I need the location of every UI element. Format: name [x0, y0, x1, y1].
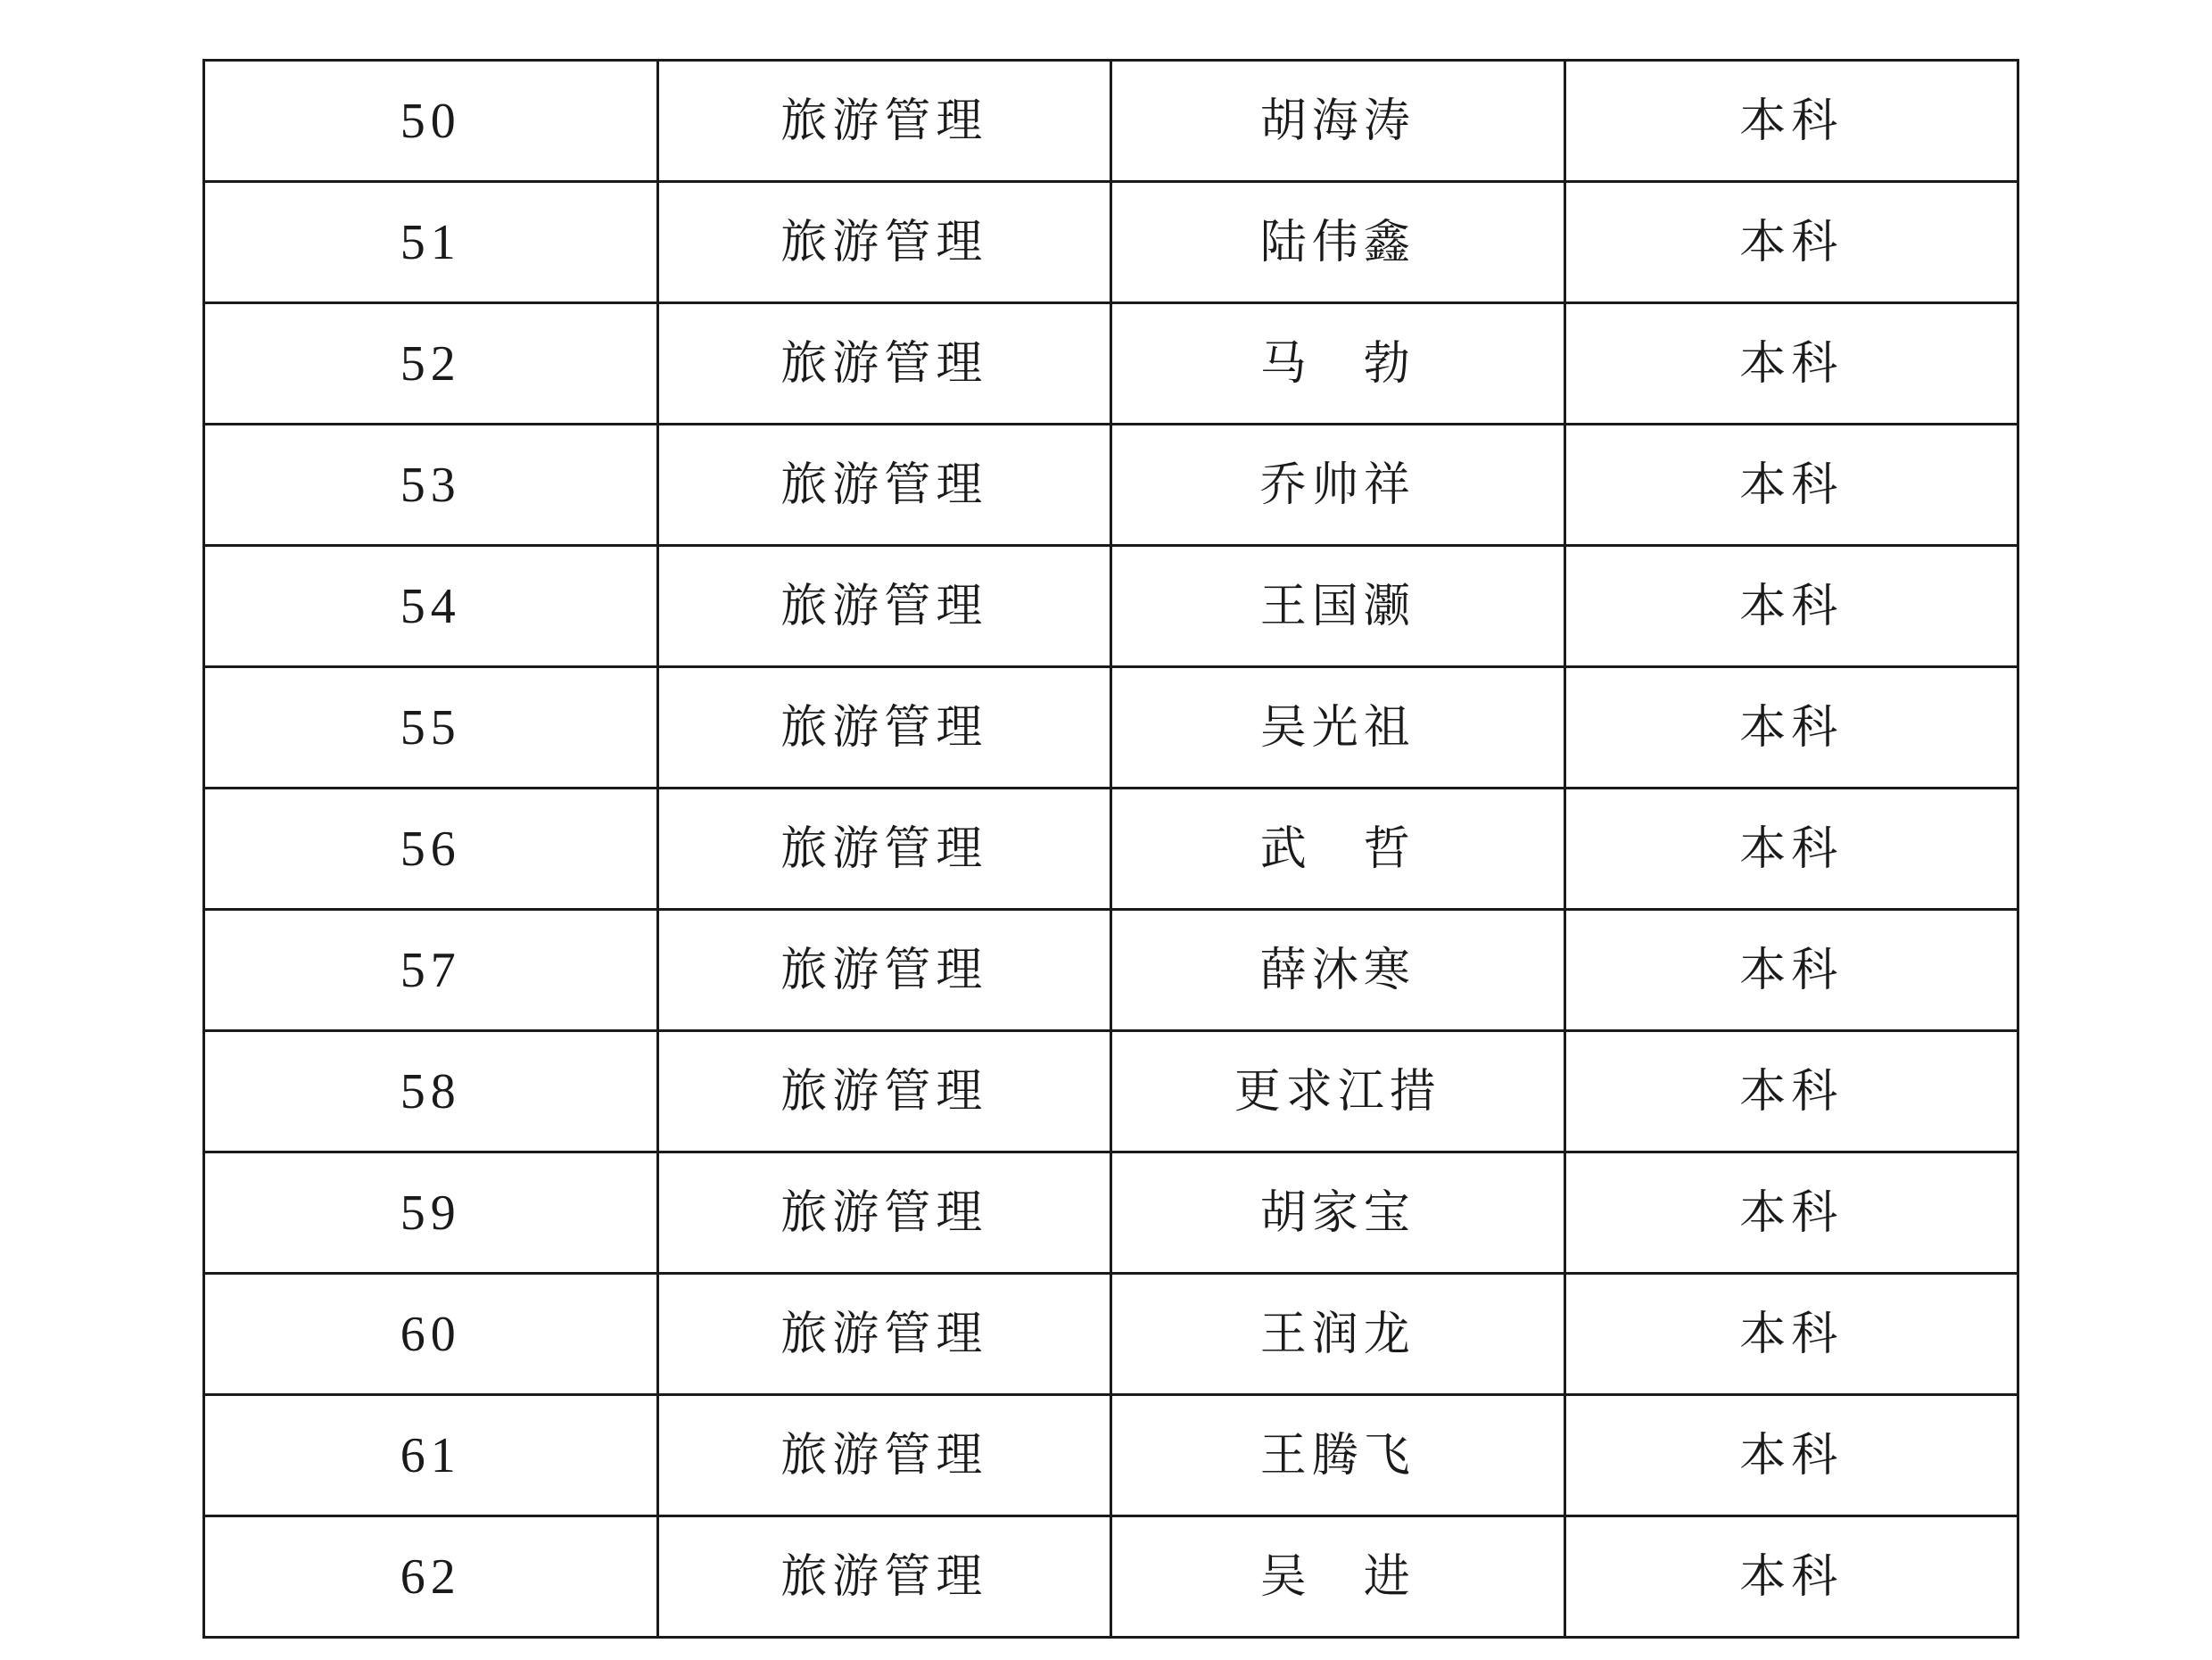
student-name: 王国灏: [1259, 579, 1416, 633]
degree-level: 本科: [1739, 579, 1844, 633]
student-name: 胡海涛: [1259, 94, 1416, 148]
row-number-cell: [204, 182, 658, 303]
student-name: 吴光祖: [1259, 700, 1416, 755]
student-name: 王腾飞: [1259, 1428, 1416, 1482]
degree-level: 本科: [1739, 458, 1844, 512]
row-number: 56: [400, 821, 461, 877]
table-row: [204, 1152, 2018, 1274]
name-cell: [1111, 789, 1565, 910]
row-number-cell: [204, 546, 658, 667]
major: 旅游管理: [780, 1064, 988, 1119]
row-number: 52: [400, 335, 461, 392]
row-number: 57: [400, 942, 461, 998]
table-row: [204, 425, 2018, 546]
row-number: 61: [400, 1427, 461, 1483]
name-cell: [1111, 546, 1565, 667]
degree-level: 本科: [1739, 1428, 1844, 1482]
level-cell: [1564, 182, 2018, 303]
name-cell: [1111, 1395, 1565, 1516]
student-name: 吴 进: [1259, 1549, 1416, 1604]
row-number-cell: [204, 1031, 658, 1152]
level-cell: [1564, 1395, 2018, 1516]
major-cell: [657, 425, 1111, 546]
row-number-cell: [204, 425, 658, 546]
name-cell: [1111, 182, 1565, 303]
major: 旅游管理: [780, 1428, 988, 1482]
row-number: 60: [400, 1306, 461, 1362]
major-cell: [657, 1031, 1111, 1152]
row-number: 55: [400, 699, 461, 756]
major: 旅游管理: [780, 458, 988, 512]
major-cell: [657, 303, 1111, 425]
table-row: [204, 667, 2018, 789]
level-cell: [1564, 303, 2018, 425]
major-cell: [657, 61, 1111, 182]
roster-table-container: [202, 59, 2019, 1605]
row-number: 54: [400, 578, 461, 634]
degree-level: 本科: [1739, 943, 1844, 997]
major: 旅游管理: [780, 579, 988, 633]
major-cell: [657, 667, 1111, 789]
major-cell: [657, 182, 1111, 303]
table-row: [204, 789, 2018, 910]
name-cell: [1111, 61, 1565, 182]
major: 旅游管理: [780, 1549, 988, 1604]
row-number-cell: [204, 910, 658, 1031]
major: 旅游管理: [780, 215, 988, 269]
degree-level: 本科: [1739, 94, 1844, 148]
major-cell: [657, 546, 1111, 667]
name-cell: [1111, 667, 1565, 789]
table-row: [204, 910, 2018, 1031]
table-row: [204, 61, 2018, 182]
degree-level: 本科: [1739, 822, 1844, 876]
name-cell: [1111, 1031, 1565, 1152]
level-cell: [1564, 789, 2018, 910]
degree-level: 本科: [1739, 1064, 1844, 1119]
level-cell: [1564, 1152, 2018, 1274]
row-number: 51: [400, 214, 461, 270]
degree-level: 本科: [1739, 1185, 1844, 1240]
major: 旅游管理: [780, 943, 988, 997]
name-cell: [1111, 1516, 1565, 1638]
row-number: 62: [400, 1549, 461, 1605]
table-row: [204, 1395, 2018, 1516]
row-number: 58: [400, 1063, 461, 1119]
row-number-cell: [204, 1395, 658, 1516]
name-cell: [1111, 910, 1565, 1031]
row-number-cell: [204, 1516, 658, 1638]
name-cell: [1111, 303, 1565, 425]
level-cell: [1564, 667, 2018, 789]
student-name: 马 勃: [1259, 336, 1416, 391]
major: 旅游管理: [780, 94, 988, 148]
major: 旅游管理: [780, 1185, 988, 1240]
roster-table: [202, 59, 2019, 1639]
student-name: 胡家宝: [1259, 1185, 1416, 1240]
student-name: 王润龙: [1259, 1307, 1416, 1361]
degree-level: 本科: [1739, 700, 1844, 755]
level-cell: [1564, 1274, 2018, 1395]
row-number-cell: [204, 1274, 658, 1395]
row-number: 53: [400, 457, 461, 513]
level-cell: [1564, 546, 2018, 667]
major-cell: [657, 1395, 1111, 1516]
table-row: [204, 1516, 2018, 1638]
row-number: 59: [400, 1185, 461, 1241]
degree-level: 本科: [1739, 215, 1844, 269]
major-cell: [657, 1152, 1111, 1274]
row-number: 50: [400, 93, 461, 149]
table-row: [204, 303, 2018, 425]
level-cell: [1564, 1516, 2018, 1638]
level-cell: [1564, 61, 2018, 182]
level-cell: [1564, 425, 2018, 546]
name-cell: [1111, 1152, 1565, 1274]
major-cell: [657, 1274, 1111, 1395]
major: 旅游管理: [780, 700, 988, 755]
student-name: 薛沐寒: [1259, 943, 1416, 997]
row-number-cell: [204, 789, 658, 910]
level-cell: [1564, 910, 2018, 1031]
degree-level: 本科: [1739, 1307, 1844, 1361]
name-cell: [1111, 425, 1565, 546]
student-name: 乔帅祥: [1259, 458, 1416, 512]
major: 旅游管理: [780, 1307, 988, 1361]
table-row: [204, 1274, 2018, 1395]
level-cell: [1564, 1031, 2018, 1152]
major: 旅游管理: [780, 336, 988, 391]
major-cell: [657, 910, 1111, 1031]
row-number-cell: [204, 1152, 658, 1274]
major-cell: [657, 789, 1111, 910]
table-row: [204, 546, 2018, 667]
name-cell: [1111, 1274, 1565, 1395]
student-name: 更求江措: [1234, 1064, 1441, 1119]
table-row: [204, 1031, 2018, 1152]
degree-level: 本科: [1739, 1549, 1844, 1604]
row-number-cell: [204, 61, 658, 182]
major: 旅游管理: [780, 822, 988, 876]
row-number-cell: [204, 303, 658, 425]
student-name: 陆伟鑫: [1259, 215, 1416, 269]
student-name: 武 哲: [1259, 822, 1416, 876]
major-cell: [657, 1516, 1111, 1638]
roster-table-body: [204, 61, 2018, 1638]
table-row: [204, 182, 2018, 303]
row-number-cell: [204, 667, 658, 789]
degree-level: 本科: [1739, 336, 1844, 391]
